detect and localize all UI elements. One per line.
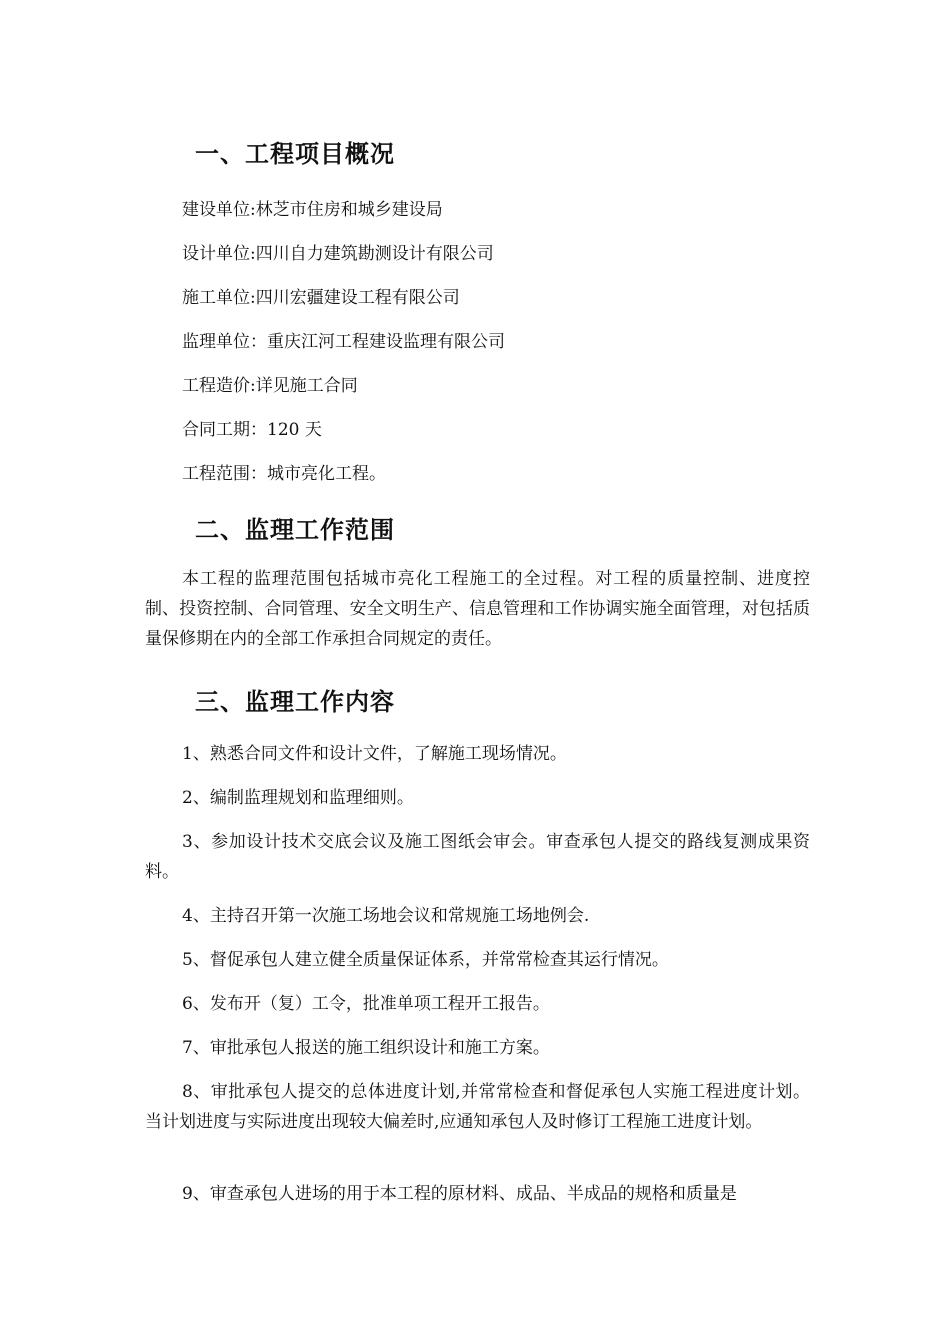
supervision-unit-line: 监理单位：重庆江河工程建设监理有限公司 — [182, 332, 505, 352]
content-item-1: 1、熟悉合同文件和设计文件，了解施工现场情况。 — [182, 744, 567, 764]
content-item-3: 3、参加设计技术交底会议及施工图纸会审会。审查承包人提交的路线复测成果资料。 — [145, 832, 810, 882]
content-item-6: 6、发布开（复）工令，批准单项工程开工报告。 — [182, 994, 550, 1014]
construction-unit-line: 建设单位:林芝市住房和城乡建设局 — [182, 200, 443, 220]
section-heading-supervision-scope: 二、监理工作范围 — [195, 516, 395, 544]
project-scope-line: 工程范围：城市亮化工程。 — [182, 464, 386, 484]
project-cost-line: 工程造价:详见施工合同 — [182, 376, 358, 396]
content-item-5: 5、督促承包人建立健全质量保证体系，并常常检查其运行情况。 — [182, 950, 669, 970]
content-item-2: 2、编制监理规划和监理细则。 — [182, 788, 414, 808]
content-item-8: 8、审批承包人提交的总体进度计划,并常常检查和督促承包人实施工程进度计划。当计划进度与实际进度出现较大偏差时,应通知承包人及时修订工程施工进度计划。 — [145, 1082, 810, 1132]
section-heading-project-overview: 一、工程项目概况 — [195, 140, 395, 168]
design-unit-line: 设计单位:四川自力建筑勘测设计有限公司 — [182, 244, 494, 264]
contractor-unit-line: 施工单位:四川宏疆建设工程有限公司 — [182, 288, 460, 308]
section-heading-supervision-content: 三、监理工作内容 — [195, 688, 395, 716]
contract-period-line: 合同工期：120 天 — [182, 420, 322, 440]
content-item-4: 4、主持召开第一次施工场地会议和常规施工场地例会. — [182, 906, 590, 926]
content-item-9: 9、审查承包人进场的用于本工程的原材料、成品、半成品的规格和质量是 — [182, 1184, 737, 1204]
content-item-7: 7、审批承包人报送的施工组织设计和施工方案。 — [182, 1038, 550, 1058]
supervision-scope-paragraph: 本工程的监理范围包括城市亮化工程施工的全过程。对工程的质量控制、进度控制、投资控制、合同管理、安全文明生产、信息管理和工作协调实施全面管理，对包括质量保修期在内的全部工作承担合同规定的责任。 — [145, 569, 810, 649]
